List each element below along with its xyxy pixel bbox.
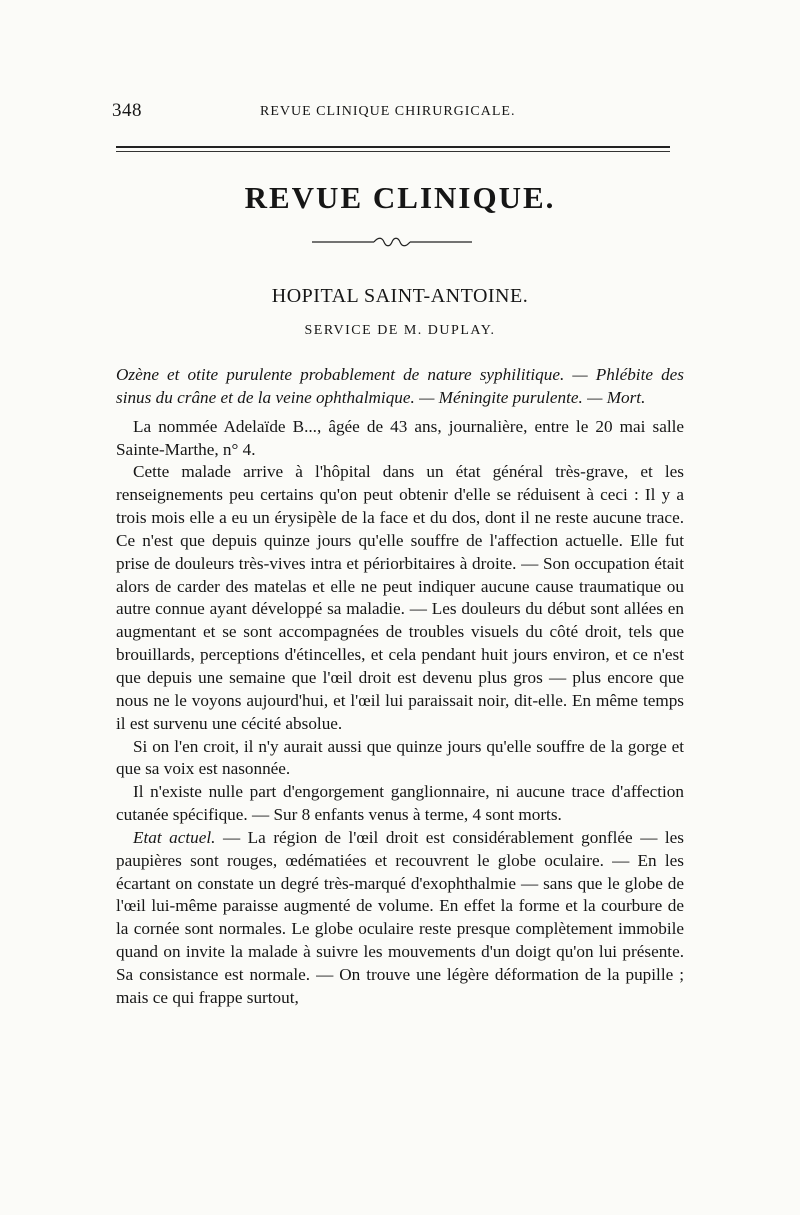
- paragraph-etat-actuel: [116, 827, 684, 1010]
- paragraph: Si on l'en croit, il n'y aurait aussi que quinze jours qu'elle souffre de la gorge et que sa voix est nasonnée.: [116, 736, 684, 779]
- running-head: [112, 100, 692, 124]
- page-number: 348: [112, 100, 142, 121]
- paragraph: Cette malade arrive à l'hôpital dans un état général très-grave, et les renseignements peu certains qu'on peut obtenir d'elle se réduisent à ceci : Il y a trois mois elle a eu un érysipèle de la face et du dos, dont il ne reste aucune trace. Ce n'est que depuis quinze jours qu'elle souffre de l'affection actuelle. Elle fut prise de douleurs très-vives intra et périorbitaires à droite. — Son occupation était alors de carder des matelas et elle ne peut indiquer aucune cause traumatique ou autre connue ayant développé sa maladie. — Les douleurs du début sont allées en augmentant et se sont accompagnées de troubles visuels du côté droit, tels que brouillards, perceptions d'étincelles, et cela pendant huit jours environ, et ce n'est que depuis une semaine que l'œil droit est devenu plus gros — plus encore que nous ne le voyons aujourd'hui, et l'œil lui paraissait noir, dit-elle. En même temps il est survenu une cécité absolue.: [116, 462, 684, 733]
- rule-thin: [116, 151, 670, 152]
- rule-thick: [116, 146, 670, 148]
- paragraph: Il n'existe nulle part d'engorgement ganglionnaire, ni aucune trace d'affection cutanée spécifique. — Sur 8 enfants venus à terme, 4 sont morts.: [116, 782, 684, 825]
- paragraph: La nommée Adelaïde B..., âgée de 43 ans, journalière, entre le 20 mai salle Sainte-Marthe, n° 4.: [116, 416, 684, 459]
- hospital-heading: HOPITAL SAINT-ANTOINE.: [271, 285, 529, 307]
- ornament-divider: [312, 234, 472, 250]
- service-heading: SERVICE DE M. DUPLAY.: [304, 323, 496, 338]
- running-title: REVUE CLINIQUE CHIRURGICALE.: [260, 104, 516, 119]
- header-double-rule: [116, 146, 670, 156]
- etat-text: — La région de l'œil droit est considérablement gonflée — les paupières sont rouges, œdématiées et recouvrent le globe oculaire. — En les écartant on constate un degré très-marqué d'exophthalmie — sans que le globe de l'œil lui-même paraisse augmenté de volume. En effet la forme et la courbure de la cornée sont normales. Le globe oculaire reste presque complètement immobile quand on invite la malade à suivre les mouvements d'un doigt qu'on lui présente. Sa consistance est normale. — On trouve une légère déformation de la pupille ; mais ce qui frappe surtout,: [116, 827, 684, 1007]
- article-body: [116, 364, 684, 1010]
- case-title: Ozène et otite purulente probablement de nature syphilitique. — Phlébite des sinus du crâne et de la veine ophthalmique. — Méningite purulente. — Mort.: [116, 365, 684, 407]
- section-title: REVUE CLINIQUE.: [244, 180, 556, 215]
- etat-label: Etat actuel.: [133, 827, 216, 847]
